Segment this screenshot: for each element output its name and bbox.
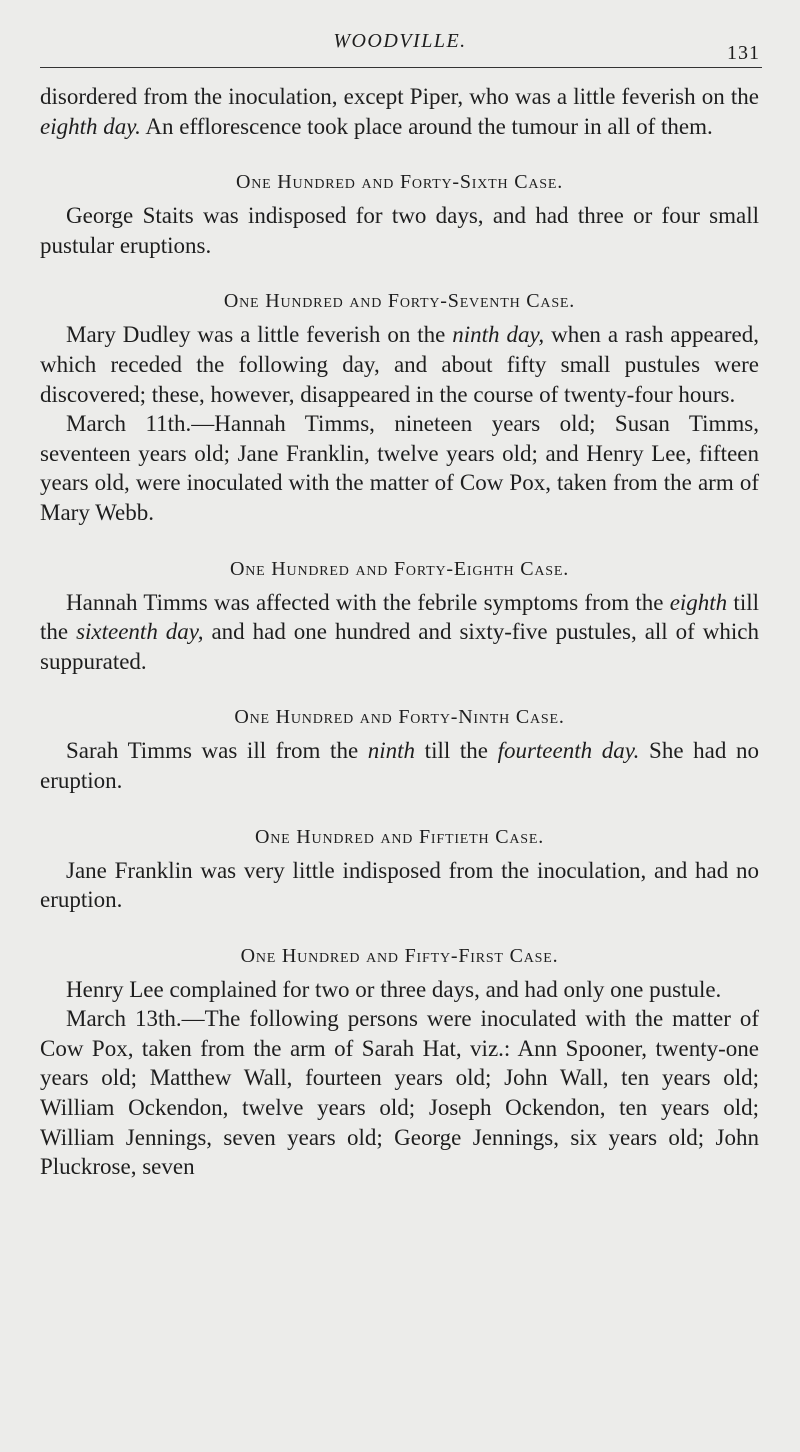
case-heading-146: One Hundred and Forty-Sixth Case. <box>235 171 563 194</box>
case-text-151: Henry Lee complained for two or three days, and had only one pustule. <box>66 976 722 1002</box>
text-run: when a rash appeared, which receded the following day, and about fifty small pustules were discovered; these, however, disappeared in the course of twenty-four hours. <box>40 322 759 407</box>
italic-run: fourteenth day. <box>497 738 640 764</box>
page-number: 131 <box>727 42 760 64</box>
case-heading-151: One Hundred and Fifty-First Case. <box>240 944 559 967</box>
text-run: She had no eruption. <box>40 738 759 793</box>
body-text <box>40 82 759 1182</box>
case-heading-148: One Hundred and Forty-Eighth Case. <box>229 557 569 580</box>
running-title: WOODVILLE. <box>333 30 467 52</box>
italic-run: eighth day. <box>40 113 141 139</box>
italic-run: ninth <box>367 738 416 764</box>
text-run: and had one hundred and sixty-five pustules, all of which suppurated. <box>40 619 759 674</box>
header-rule <box>40 67 762 68</box>
case-text-146: George Staits was indisposed for two days, and had three or four small pustular eruptions. <box>40 203 759 258</box>
text-run: till the <box>415 738 498 764</box>
case-text-149 <box>40 736 759 795</box>
text-run: disordered from the inoculation, except Piper, who was a little feverish on the <box>40 84 759 109</box>
text-run: till the <box>40 589 759 645</box>
text-run: An efflorescence took place around the tumour in all of them. <box>140 113 713 139</box>
paragraph-continued <box>40 82 759 141</box>
italic-run: sixteenth day, <box>76 619 204 645</box>
text-run: Mary Dudley was a little feverish on the <box>66 322 453 348</box>
paragraph-march-13: March 13th.—The following persons were inoculated with the matter of Cow Pox, taken from the arm of Sarah Hat, viz.: Ann Spooner, twenty-one years old; Matthew Wall, fourteen years old; John Wall, ten years old; William Ockendon, twelve years old; Joseph Ockendon, ten years old; William Jennings, seven years old; George Jennings, six years old; John Pluckrose, seven <box>40 1006 759 1180</box>
case-heading-149: One Hundred and Forty-Ninth Case. <box>234 706 565 729</box>
italic-run: ninth day, <box>452 322 545 348</box>
italic-run: eighth <box>669 589 728 615</box>
case-heading-150: One Hundred and Fiftieth Case. <box>255 825 544 848</box>
running-head <box>40 30 760 70</box>
case-text-147 <box>40 320 759 409</box>
text-run: Hannah Timms was affected with the febrile symptoms from the <box>66 589 670 615</box>
paragraph-march-11: March 11th.—Hannah Timms, nineteen years old; Susan Timms, seventeen years old; Jane Franklin, twelve years old; and Henry Lee, fifteen years old, were inoculated with the matter of Cow Pox, taken from the arm of Mary Webb. <box>40 411 759 525</box>
case-heading-147: One Hundred and Forty-Seventh Case. <box>223 290 576 313</box>
text-run: Sarah Timms was ill from the <box>66 738 368 764</box>
case-text-150: Jane Franklin was very little indisposed from the inoculation, and had no eruption. <box>40 857 759 913</box>
case-text-148 <box>40 588 759 677</box>
